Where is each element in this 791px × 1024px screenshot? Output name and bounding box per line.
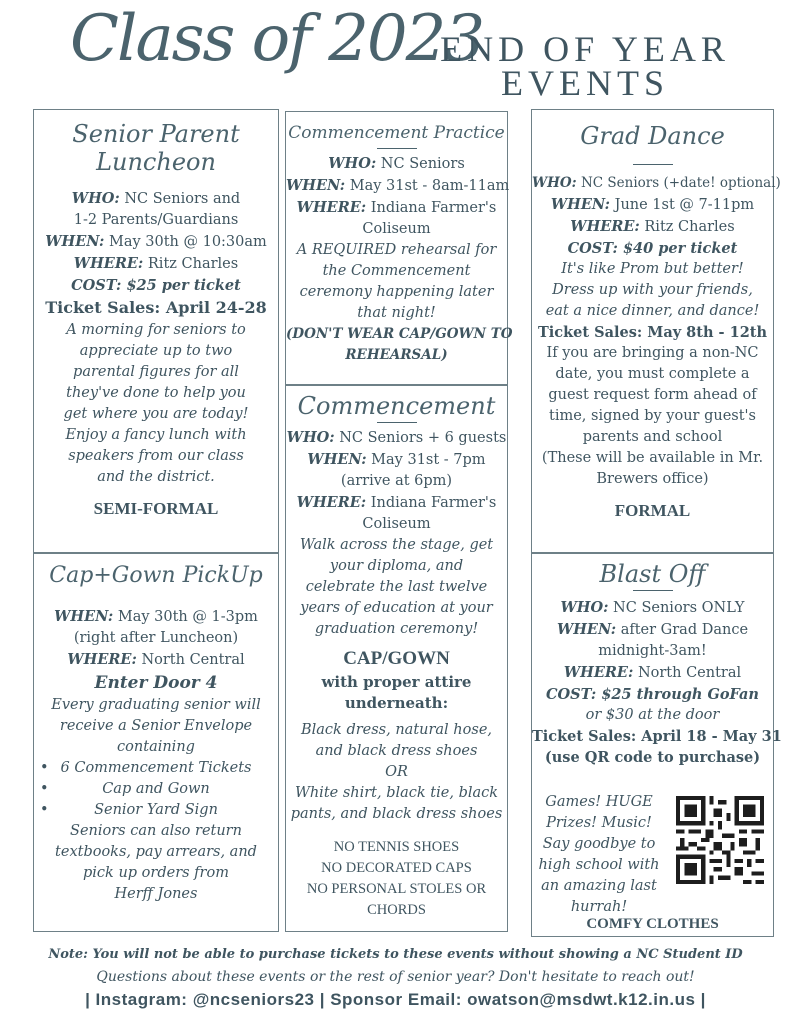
dance-section xyxy=(532,122,781,524)
blastoff-desc-0: Games! HUGE xyxy=(545,794,653,810)
commencement-dress-1: and black dress shoes xyxy=(315,743,478,759)
blastoff-desc-1: Prizes! Music! xyxy=(546,815,652,831)
commencement-dress-4: pants, and black dress shoes xyxy=(290,806,503,822)
commencement-title: Commencement xyxy=(297,392,496,420)
dance-desc2-1: date, you must complete a xyxy=(555,366,750,382)
footer-note: Note: You will not be able to purchase tickets to these events without showing a NC Student ID xyxy=(48,947,743,962)
practice-note-1: REHEARSAL) xyxy=(345,347,448,363)
dance-rule xyxy=(633,164,673,165)
luncheon-desc-3: they've done to help you xyxy=(66,385,246,401)
pickup-desc-0: Every graduating senior will xyxy=(51,697,261,713)
commencement-desc-1: your diploma, and xyxy=(329,558,464,574)
subtitle-line-2: EVENTS xyxy=(501,63,669,103)
pickup-desc2-1: textbooks, pay arrears, and xyxy=(55,844,257,860)
commencement-section xyxy=(286,392,507,921)
luncheon-desc-4: get where you are today! xyxy=(63,406,249,422)
dance-desc2-6: Brewers office) xyxy=(596,471,709,487)
pickup-item-0: • 6 Commencement Tickets xyxy=(34,758,278,779)
qr-code-icon[interactable] xyxy=(676,796,764,884)
commencement-capgown: CAP/GOWN xyxy=(343,648,450,669)
dance-where: WHERE: Ritz Charles xyxy=(570,218,735,235)
blastoff-attire: COMFY CLOTHES xyxy=(586,916,719,932)
dance-desc-2: eat a nice dinner, and dance! xyxy=(545,303,760,319)
practice-where: WHERE: Indiana Farmer's xyxy=(296,199,497,216)
luncheon-title-1: Senior Parent xyxy=(72,120,240,148)
commencement-rule-1: NO DECORATED CAPS xyxy=(321,860,472,876)
luncheon-title-2: Luncheon xyxy=(96,148,216,176)
practice-desc-0: A REQUIRED rehearsal for xyxy=(296,242,497,258)
dance-cost: COST: $40 per ticket xyxy=(567,240,738,257)
blastoff-desc-3: high school with xyxy=(538,857,660,873)
luncheon-desc-2: parental figures for all xyxy=(73,364,239,380)
dance-desc2-4: parents and school xyxy=(582,429,723,445)
blastoff-who: WHO: NC Seniors ONLY xyxy=(560,599,745,616)
commencement-dress-0: Black dress, natural hose, xyxy=(300,722,493,738)
pickup-desc-1: receive a Senior Envelope xyxy=(59,718,253,734)
blastoff-desc-4: an amazing last xyxy=(541,878,657,894)
pickup-door: Enter Door 4 xyxy=(94,673,218,693)
pickup-item-2: • Senior Yard Sign xyxy=(34,800,278,821)
luncheon-desc-5: Enjoy a fancy lunch with xyxy=(65,427,247,443)
luncheon-attire: SEMI-FORMAL xyxy=(93,499,219,518)
luncheon-when: WHEN: May 30th @ 10:30am xyxy=(45,233,267,250)
dance-desc2-5: (These will be available in Mr. xyxy=(541,450,764,466)
commencement-rule-2: NO PERSONAL STOLES OR xyxy=(306,881,487,897)
pickup-section xyxy=(34,562,278,905)
pickup-desc2-2: pick up orders from xyxy=(83,865,229,881)
commencement-who: WHO: NC Seniors + 6 guests xyxy=(286,429,507,446)
pickup-desc2-3: Herff Jones xyxy=(114,886,198,902)
commencement-rule-3: CHORDS xyxy=(367,902,426,918)
practice-desc-2: ceremony happening later xyxy=(299,284,494,300)
practice-title: Commencement Practice xyxy=(288,123,505,143)
luncheon-section xyxy=(34,120,278,522)
blastoff-where: WHERE: North Central xyxy=(563,664,742,681)
blastoff-desc-5: hurrah! xyxy=(570,899,628,915)
dance-who: WHO: NC Seniors (+date! optional) xyxy=(532,175,781,191)
practice-where-2: Coliseum xyxy=(362,221,431,237)
dance-desc-1: Dress up with your friends, xyxy=(552,282,753,298)
commencement-when: WHEN: May 31st - 7pm xyxy=(307,451,486,468)
blastoff-cost-1: COST: $25 through GoFan xyxy=(546,686,759,703)
commencement-desc-0: Walk across the stage, get xyxy=(299,537,494,553)
pickup-where: WHERE: North Central xyxy=(67,651,245,668)
commencement-dress-2: OR xyxy=(385,764,408,780)
practice-section xyxy=(286,120,513,366)
practice-who: WHO: NC Seniors xyxy=(328,155,465,172)
practice-rule xyxy=(377,148,417,149)
pickup-when: WHEN: May 30th @ 1-3pm xyxy=(54,608,258,625)
dance-when: WHEN: June 1st @ 7-11pm xyxy=(550,196,755,213)
dance-desc2-2: guest request form ahead of xyxy=(548,387,757,403)
commencement-when-note: (arrive at 6pm) xyxy=(340,473,453,489)
luncheon-desc-0: A morning for seniors to xyxy=(66,322,246,338)
dance-desc2-3: time, signed by your guest's xyxy=(549,408,756,424)
dance-sales: Ticket Sales: May 8th - 12th xyxy=(537,324,768,341)
blastoff-cost-2: or $30 at the door xyxy=(585,707,720,723)
blastoff-sales: Ticket Sales: April 18 - May 31 xyxy=(532,728,782,745)
commencement-desc-3: years of education at your xyxy=(300,600,493,616)
dance-attire: FORMAL xyxy=(614,501,691,520)
blastoff-rule xyxy=(633,590,673,591)
subtitle-line-1: END OF YEAR xyxy=(440,29,730,69)
blastoff-desc xyxy=(534,792,664,918)
pickup-when-note: (right after Luncheon) xyxy=(73,630,239,646)
dance-title: Grad Dance xyxy=(580,122,725,150)
commencement-dress-3: White shirt, black tie, black xyxy=(294,785,499,801)
practice-note-0: (DON'T WEAR CAP/GOWN TO xyxy=(286,326,513,342)
practice-desc-1: the Commencement xyxy=(322,263,471,279)
commencement-where: WHERE: Indiana Farmer's xyxy=(296,494,497,511)
dance-desc2-0: If you are bringing a non-NC xyxy=(546,345,759,361)
commencement-attire-1: underneath: xyxy=(344,694,449,712)
page-title: Class of 2023 xyxy=(70,2,484,76)
luncheon-desc-7: and the district. xyxy=(97,469,215,485)
luncheon-desc-1: appreciate up to two xyxy=(79,343,233,359)
practice-when: WHEN: May 31st - 8am-11am xyxy=(286,177,510,194)
commencement-attire-0: with proper attire xyxy=(321,673,472,691)
blastoff-desc-2: Say goodbye to xyxy=(542,836,656,852)
luncheon-sales: Ticket Sales: April 24-28 xyxy=(45,298,267,317)
pickup-item-1: • Cap and Gown xyxy=(34,779,278,800)
blastoff-sales-note: (use QR code to purchase) xyxy=(544,749,761,766)
luncheon-where: WHERE: Ritz Charles xyxy=(73,255,239,272)
blastoff-when-note: midnight-3am! xyxy=(598,643,707,659)
blastoff-section xyxy=(532,560,782,768)
commencement-desc-4: graduation ceremony! xyxy=(314,621,479,637)
footer-contact: | Instagram: @ncseniors23 | Sponsor Email: owatson@msdwt.k12.in.us | xyxy=(85,990,706,1009)
commencement-desc-2: celebrate the last twelve xyxy=(305,579,488,595)
pickup-desc-2: containing xyxy=(117,739,195,755)
footer-questions: Questions about these events or the rest of senior year? Don't hesitate to reach out! xyxy=(96,969,695,985)
luncheon-who-2: 1-2 Parents/Guardians xyxy=(73,212,239,228)
commencement-rule-0: NO TENNIS SHOES xyxy=(333,839,460,855)
blastoff-when: WHEN: after Grad Dance xyxy=(556,621,749,638)
luncheon-who: WHO: NC Seniors and xyxy=(71,190,241,207)
dance-desc-0: It's like Prom but better! xyxy=(561,261,744,277)
pickup-desc2-0: Seniors can also return xyxy=(70,823,242,839)
pickup-title: Cap+Gown PickUp xyxy=(49,563,263,588)
luncheon-desc-6: speakers from our class xyxy=(68,448,244,464)
luncheon-cost: COST: $25 per ticket xyxy=(71,277,241,294)
commencement-where-2: Coliseum xyxy=(362,516,431,532)
practice-desc-3: that night! xyxy=(357,305,436,321)
commencement-rule xyxy=(377,422,417,423)
blastoff-title: Blast Off xyxy=(599,560,706,588)
